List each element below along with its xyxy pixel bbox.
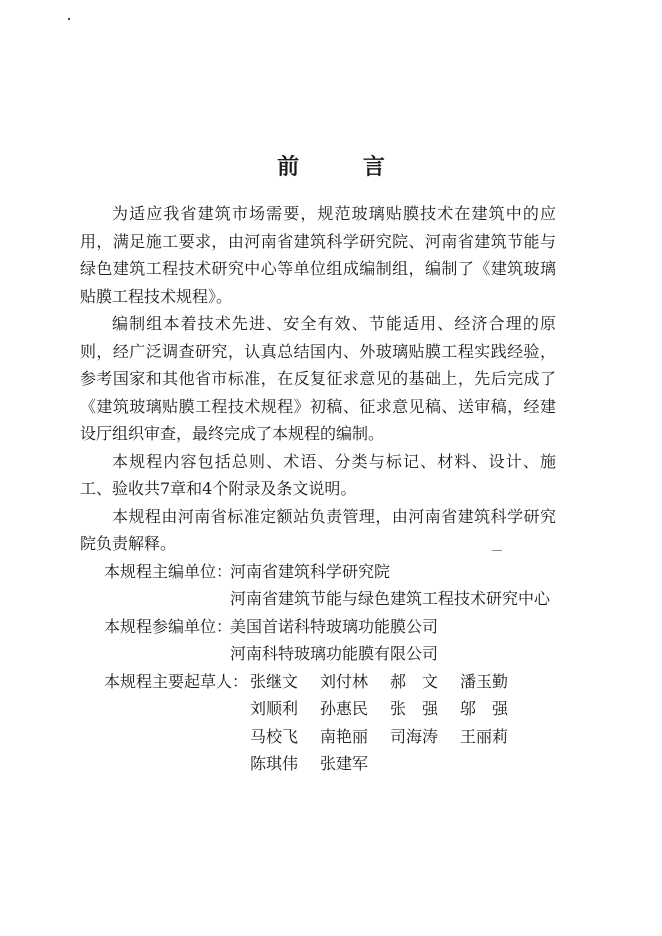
drafter-name: 刘付林 bbox=[320, 671, 369, 691]
drafter-name: 郝 文 bbox=[390, 671, 439, 691]
drafter-name: 南艳丽 bbox=[320, 726, 369, 746]
page-title: 前 言 bbox=[277, 155, 413, 180]
drafter-name: 孙惠民 bbox=[320, 699, 369, 718]
co-editor-unit-1: 美国首诺科特玻璃功能膜公司 bbox=[230, 616, 439, 636]
drafter-name: 陈琪伟 bbox=[250, 754, 299, 773]
drafter-row-1 bbox=[250, 668, 530, 696]
drafter-name: 张继文 bbox=[250, 671, 299, 691]
chief-editor-unit-1: 河南省建筑科学研究院 bbox=[230, 561, 391, 581]
co-editor-row bbox=[80, 613, 556, 641]
preface-body bbox=[80, 200, 556, 778]
drafter-row-2 bbox=[80, 695, 556, 723]
drafters-label: 本规程主要起草人： bbox=[104, 671, 249, 691]
paragraph-3: 本规程内容包括总则、术语、分类与标记、材料、设计、施工、验收共7章和4个附录及条文说明。 bbox=[80, 451, 556, 498]
drafter-name: 张建军 bbox=[320, 754, 369, 773]
drafter-row-3 bbox=[80, 723, 556, 751]
drafter-name: 王丽莉 bbox=[460, 726, 509, 746]
drafter-name: 司海涛 bbox=[390, 726, 439, 746]
paragraph-4: 本规程由河南省标准定额站负责管理，由河南省建筑科学研究院负责解释。 bbox=[80, 506, 556, 553]
scan-speck bbox=[492, 550, 502, 551]
drafter-name: 潘玉勤 bbox=[460, 671, 509, 691]
drafter-name: 张 强 bbox=[390, 699, 439, 718]
drafter-row-4 bbox=[80, 750, 556, 778]
co-editor-label: 本规程参编单位： bbox=[104, 616, 233, 636]
paragraph-1: 为适应我省建筑市场需要，规范玻璃贴膜技术在建筑中的应用，满足施工要求，由河南省建筑科学研究院、河南省建筑节能与绿色建筑工程技术研究中心等单位组成编制组，编制了《建筑玻璃贴膜工程技术规程》。 bbox=[80, 204, 556, 306]
paragraph-2: 编制组本着技术先进、安全有效、节能适用、经济合理的原则，经广泛调查研究，认真总结国内、外玻璃贴膜工程实践经验，参考国家和其他省市标准，在反复征求意见的基础上，先后完成了《建筑玻璃贴膜工程技术规程》初稿、征求意见稿、送审稿，经建设厅组织审查，最终完成了本规程的编制。 bbox=[80, 314, 556, 443]
drafters-row bbox=[80, 668, 556, 696]
chief-editor-unit-2: 河南省建筑节能与绿色建筑工程技术研究中心 bbox=[230, 589, 551, 608]
drafter-name: 刘顺利 bbox=[250, 699, 299, 718]
drafter-name: 邬 强 bbox=[460, 699, 509, 718]
chief-editor-label: 本规程主编单位： bbox=[104, 561, 233, 581]
chief-editor-row bbox=[80, 558, 556, 586]
co-editor-unit-2: 河南科特玻璃功能膜有限公司 bbox=[230, 644, 439, 663]
drafter-name: 马校飞 bbox=[250, 726, 299, 746]
scan-speck bbox=[68, 18, 70, 20]
